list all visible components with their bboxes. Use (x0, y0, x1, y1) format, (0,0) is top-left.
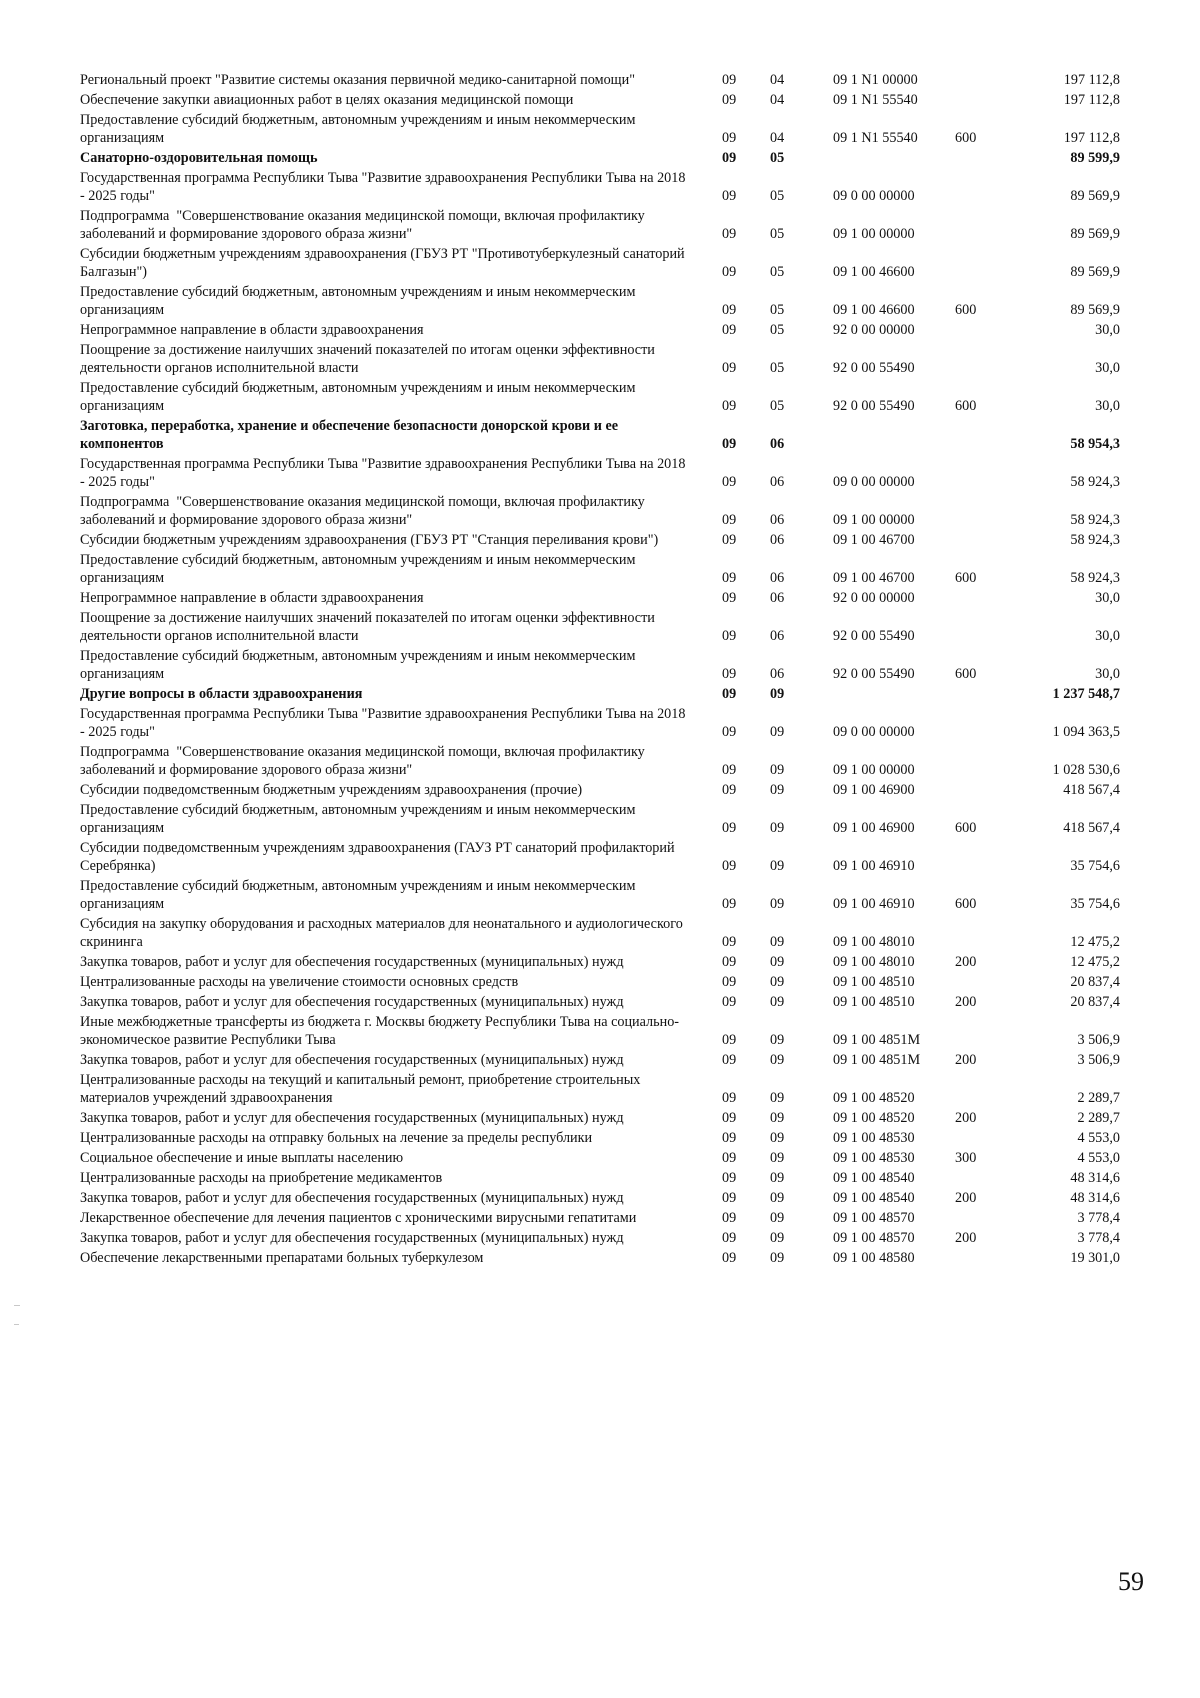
row-subsection-code: 06 (770, 628, 785, 644)
row-name: Поощрение за достижение наилучших значений показателей по итогам оценки эффективности деятельности органов исполнительной власти (80, 342, 659, 376)
table-row (80, 646, 1120, 684)
row-subsection-code: 05 (770, 226, 785, 242)
row-name: Централизованные расходы на увеличение стоимости основных средств (80, 974, 519, 990)
row-subsection-code: 09 (770, 1170, 785, 1186)
row-amount: 58 924,3 (1070, 570, 1120, 586)
row-subsection-code: 09 (770, 1032, 785, 1048)
row-subsection-code: 09 (770, 1052, 785, 1068)
row-subsection-code: 09 (770, 974, 785, 990)
row-expense-type: 300 (955, 1150, 977, 1166)
row-name: Централизованные расходы на текущий и капитальный ремонт, приобретение строительных материалов учреждений здравоохранения (80, 1072, 644, 1106)
row-name: Закупка товаров, работ и услуг для обеспечения государственных (муниципальных) нужд (80, 994, 624, 1010)
table-row (80, 1128, 1120, 1148)
row-amount: 197 112,8 (1063, 130, 1120, 146)
row-amount: 1 028 530,6 (1052, 762, 1120, 778)
row-section-code: 09 (722, 782, 737, 798)
row-subsection-code: 05 (770, 150, 785, 166)
row-expense-type: 200 (955, 1052, 977, 1068)
row-target-article: 92 0 00 55490 (833, 666, 915, 682)
row-target-article: 09 1 00 00000 (833, 762, 915, 778)
table-row (80, 838, 1120, 876)
row-section-code: 09 (722, 150, 737, 166)
row-section-code: 09 (722, 1150, 737, 1166)
row-section-code: 09 (722, 302, 737, 318)
row-subsection-code: 06 (770, 474, 785, 490)
row-amount: 3 506,9 (1077, 1032, 1120, 1048)
row-target-article: 09 1 00 48540 (833, 1190, 915, 1206)
row-name: Другие вопросы в области здравоохранения (80, 686, 363, 702)
row-section-code: 09 (722, 570, 737, 586)
row-section-code: 09 (722, 724, 737, 740)
row-subsection-code: 04 (770, 92, 785, 108)
table-row (80, 1050, 1120, 1070)
row-target-article: 09 1 00 48010 (833, 934, 915, 950)
row-name: Поощрение за достижение наилучших значений показателей по итогам оценки эффективности деятельности органов исполнительной власти (80, 610, 659, 644)
row-subsection-code: 05 (770, 360, 785, 376)
row-subsection-code: 09 (770, 1130, 785, 1146)
row-amount: 48 314,6 (1070, 1170, 1120, 1186)
row-name: Обеспечение лекарственными препаратами больных туберкулезом (80, 1250, 484, 1266)
row-target-article: 09 1 N1 00000 (833, 72, 918, 88)
row-subsection-code: 09 (770, 1190, 785, 1206)
row-name: Предоставление субсидий бюджетным, автономным учреждениям и иным некоммерческим организациям (80, 380, 640, 414)
row-section-code: 09 (722, 762, 737, 778)
row-subsection-code: 05 (770, 302, 785, 318)
table-row (80, 1148, 1120, 1168)
row-name: Санаторно-оздоровительная помощь (80, 150, 318, 166)
table-row (80, 588, 1120, 608)
row-subsection-code: 09 (770, 1210, 785, 1226)
row-section-code: 09 (722, 994, 737, 1010)
scan-speck (14, 1324, 19, 1325)
table-row (80, 206, 1120, 244)
row-section-code: 09 (722, 72, 737, 88)
row-subsection-code: 04 (770, 130, 785, 146)
row-subsection-code: 09 (770, 1230, 785, 1246)
row-amount: 30,0 (1095, 360, 1120, 376)
table-row (80, 914, 1120, 952)
row-name: Централизованные расходы на отправку больных на лечение за пределы республики (80, 1130, 593, 1146)
row-expense-type: 200 (955, 954, 977, 970)
row-name: Субсидии бюджетным учреждениям здравоохранения (ГБУЗ РТ "Противотуберкулезный санаторий Балгазын") (80, 246, 689, 280)
row-expense-type: 200 (955, 994, 977, 1010)
row-amount: 4 553,0 (1077, 1150, 1120, 1166)
row-amount: 89 569,9 (1070, 188, 1120, 204)
row-amount: 3 778,4 (1077, 1230, 1120, 1246)
row-target-article: 09 1 00 46600 (833, 302, 915, 318)
row-section-code: 09 (722, 398, 737, 414)
row-section-code: 09 (722, 858, 737, 874)
row-amount: 3 778,4 (1077, 1210, 1120, 1226)
row-amount: 1 094 363,5 (1052, 724, 1120, 740)
table-row (80, 340, 1120, 378)
row-name: Субсидия на закупку оборудования и расходных материалов для неонатального и аудиологического скрининга (80, 916, 687, 950)
row-name: Подпрограмма "Совершенствование оказания медицинской помощи, включая профилактику заболеваний и формирование здорового образа жизни" (80, 494, 649, 528)
row-section-code: 09 (722, 360, 737, 376)
row-section-code: 09 (722, 934, 737, 950)
table-row (80, 550, 1120, 588)
row-subsection-code: 06 (770, 570, 785, 586)
row-amount: 4 553,0 (1077, 1130, 1120, 1146)
row-target-article: 09 1 00 48510 (833, 994, 915, 1010)
row-name: Государственная программа Республики Тыва "Развитие здравоохранения Республики Тыва на 2018 - 2025 годы" (80, 170, 690, 204)
row-name: Обеспечение закупки авиационных работ в целях оказания медицинской помощи (80, 92, 574, 108)
row-subsection-code: 09 (770, 762, 785, 778)
table-row (80, 90, 1120, 110)
table-row (80, 704, 1120, 742)
row-name: Предоставление субсидий бюджетным, автономным учреждениям и иным некоммерческим организациям (80, 552, 640, 586)
row-name: Субсидии подведомственным бюджетным учреждениям здравоохранения (прочие) (80, 782, 583, 798)
row-amount: 20 837,4 (1070, 994, 1120, 1010)
budget-table (80, 70, 1120, 1268)
row-name: Подпрограмма "Совершенствование оказания медицинской помощи, включая профилактику заболеваний и формирование здорового образа жизни" (80, 208, 649, 242)
row-expense-type: 600 (955, 302, 977, 318)
row-amount: 418 567,4 (1063, 820, 1120, 836)
row-name: Социальное обеспечение и иные выплаты населению (80, 1150, 404, 1166)
row-amount: 30,0 (1095, 322, 1120, 338)
table-row (80, 800, 1120, 838)
page-number: 59 (1118, 1567, 1144, 1596)
row-expense-type: 600 (955, 130, 977, 146)
row-section-code: 09 (722, 130, 737, 146)
table-row (80, 1248, 1120, 1268)
row-section-code: 09 (722, 92, 737, 108)
row-target-article: 09 1 00 46600 (833, 264, 915, 280)
row-name: Заготовка, переработка, хранение и обеспечение безопасности донорской крови и ее компонентов (80, 418, 622, 452)
table-row (80, 1228, 1120, 1248)
table-row (80, 70, 1120, 90)
table-row (80, 492, 1120, 530)
row-target-article: 09 0 00 00000 (833, 474, 915, 490)
table-row (80, 742, 1120, 780)
row-amount: 19 301,0 (1070, 1250, 1120, 1266)
row-name: Иные межбюджетные трансферты из бюджета г. Москвы бюджету Республики Тыва на социально-экономическое развитие Республики Тыва (80, 1014, 680, 1048)
section-header-row (80, 148, 1120, 168)
row-subsection-code: 06 (770, 666, 785, 682)
row-amount: 48 314,6 (1070, 1190, 1120, 1206)
table-row (80, 876, 1120, 914)
row-amount: 418 567,4 (1063, 782, 1120, 798)
row-target-article: 09 1 00 4851М (833, 1032, 921, 1048)
row-subsection-code: 09 (770, 724, 785, 740)
row-amount: 20 837,4 (1070, 974, 1120, 990)
section-header-row (80, 684, 1120, 704)
row-target-article: 09 0 00 00000 (833, 724, 915, 740)
row-section-code: 09 (722, 226, 737, 242)
row-subsection-code: 09 (770, 1250, 785, 1266)
row-amount: 197 112,8 (1063, 72, 1120, 88)
table-row (80, 1108, 1120, 1128)
row-section-code: 09 (722, 1230, 737, 1246)
row-amount: 30,0 (1095, 590, 1120, 606)
row-name: Государственная программа Республики Тыва "Развитие здравоохранения Республики Тыва на 2018 - 2025 годы" (80, 706, 690, 740)
row-expense-type: 600 (955, 398, 977, 414)
row-section-code: 09 (722, 264, 737, 280)
row-subsection-code: 09 (770, 954, 785, 970)
table-row (80, 1208, 1120, 1228)
row-name: Региональный проект "Развитие системы оказания первичной медико-санитарной помощи" (80, 72, 635, 88)
row-name: Предоставление субсидий бюджетным, автономным учреждениям и иным некоммерческим организациям (80, 802, 640, 836)
row-subsection-code: 09 (770, 820, 785, 836)
row-target-article: 92 0 00 00000 (833, 322, 915, 338)
row-amount: 89 569,9 (1070, 264, 1120, 280)
row-name: Субсидии бюджетным учреждениям здравоохранения (ГБУЗ РТ "Станция переливания крови") (80, 532, 659, 548)
table-row (80, 244, 1120, 282)
row-subsection-code: 09 (770, 896, 785, 912)
row-amount: 3 506,9 (1077, 1052, 1120, 1068)
row-section-code: 09 (722, 1250, 737, 1266)
row-expense-type: 600 (955, 666, 977, 682)
row-section-code: 09 (722, 820, 737, 836)
row-section-code: 09 (722, 188, 737, 204)
table-row (80, 952, 1120, 972)
row-amount: 89 569,9 (1070, 302, 1120, 318)
row-name: Закупка товаров, работ и услуг для обеспечения государственных (муниципальных) нужд (80, 1110, 624, 1126)
row-target-article: 09 1 00 46900 (833, 820, 915, 836)
row-subsection-code: 06 (770, 532, 785, 548)
row-amount: 2 289,7 (1077, 1090, 1120, 1106)
row-target-article: 09 1 00 4851М (833, 1052, 921, 1068)
row-expense-type: 200 (955, 1110, 977, 1126)
table-row (80, 168, 1120, 206)
table-row (80, 454, 1120, 492)
row-target-article: 09 0 00 00000 (833, 188, 915, 204)
row-amount: 30,0 (1095, 628, 1120, 644)
row-target-article: 92 0 00 00000 (833, 590, 915, 606)
row-section-code: 09 (722, 590, 737, 606)
row-section-code: 09 (722, 628, 737, 644)
row-target-article: 09 1 00 48530 (833, 1130, 915, 1146)
row-target-article: 09 1 00 48520 (833, 1090, 915, 1106)
row-target-article: 09 1 00 46910 (833, 896, 915, 912)
row-name: Закупка товаров, работ и услуг для обеспечения государственных (муниципальных) нужд (80, 954, 624, 970)
row-target-article: 09 1 00 00000 (833, 226, 915, 242)
row-name: Непрограммное направление в области здравоохранения (80, 590, 424, 606)
table-row (80, 1188, 1120, 1208)
row-name: Субсидии подведомственным учреждениям здравоохранения (ГАУЗ РТ санаторий профилакторий Серебрянка) (80, 840, 679, 874)
row-target-article: 09 1 00 46900 (833, 782, 915, 798)
row-subsection-code: 05 (770, 322, 785, 338)
row-amount: 58 954,3 (1070, 436, 1120, 452)
row-subsection-code: 09 (770, 686, 785, 702)
row-section-code: 09 (722, 1052, 737, 1068)
row-amount: 58 924,3 (1070, 532, 1120, 548)
row-target-article: 09 1 00 48010 (833, 954, 915, 970)
row-target-article: 92 0 00 55490 (833, 628, 915, 644)
table-row (80, 530, 1120, 550)
table-row (80, 1012, 1120, 1050)
row-amount: 58 924,3 (1070, 474, 1120, 490)
row-section-code: 09 (722, 1032, 737, 1048)
row-amount: 12 475,2 (1070, 934, 1120, 950)
row-target-article: 92 0 00 55490 (833, 398, 915, 414)
row-section-code: 09 (722, 1130, 737, 1146)
row-section-code: 09 (722, 532, 737, 548)
row-target-article: 09 1 00 48510 (833, 974, 915, 990)
table-row (80, 972, 1120, 992)
row-section-code: 09 (722, 974, 737, 990)
row-target-article: 09 1 00 48540 (833, 1170, 915, 1186)
row-name: Централизованные расходы на приобретение медикаментов (80, 1170, 443, 1186)
scan-speck (14, 1305, 20, 1306)
row-target-article: 09 1 00 48520 (833, 1110, 915, 1126)
row-amount: 30,0 (1095, 398, 1120, 414)
row-name: Подпрограмма "Совершенствование оказания медицинской помощи, включая профилактику заболеваний и формирование здорового образа жизни" (80, 744, 649, 778)
row-amount: 30,0 (1095, 666, 1120, 682)
row-amount: 35 754,6 (1070, 858, 1120, 874)
row-name: Непрограммное направление в области здравоохранения (80, 322, 424, 338)
row-subsection-code: 05 (770, 264, 785, 280)
row-subsection-code: 05 (770, 398, 785, 414)
row-amount: 12 475,2 (1070, 954, 1120, 970)
row-amount: 2 289,7 (1077, 1110, 1120, 1126)
row-amount: 89 569,9 (1070, 226, 1120, 242)
row-subsection-code: 04 (770, 72, 785, 88)
row-amount: 58 924,3 (1070, 512, 1120, 528)
row-section-code: 09 (722, 896, 737, 912)
row-target-article: 09 1 N1 55540 (833, 92, 918, 108)
row-name: Закупка товаров, работ и услуг для обеспечения государственных (муниципальных) нужд (80, 1230, 624, 1246)
row-section-code: 09 (722, 1110, 737, 1126)
row-subsection-code: 09 (770, 1090, 785, 1106)
row-amount: 1 237 548,7 (1052, 686, 1120, 702)
row-subsection-code: 06 (770, 436, 785, 452)
row-section-code: 09 (722, 954, 737, 970)
row-target-article: 09 1 00 48570 (833, 1210, 915, 1226)
row-expense-type: 200 (955, 1230, 977, 1246)
row-section-code: 09 (722, 322, 737, 338)
table-row (80, 992, 1120, 1012)
row-amount: 89 599,9 (1070, 150, 1120, 166)
row-name: Предоставление субсидий бюджетным, автономным учреждениям и иным некоммерческим организациям (80, 878, 640, 912)
row-target-article: 09 1 00 48580 (833, 1250, 915, 1266)
row-expense-type: 200 (955, 1190, 977, 1206)
row-section-code: 09 (722, 666, 737, 682)
row-target-article: 92 0 00 55490 (833, 360, 915, 376)
row-amount: 197 112,8 (1063, 92, 1120, 108)
row-name: Предоставление субсидий бюджетным, автономным учреждениям и иным некоммерческим организациям (80, 112, 640, 146)
row-expense-type: 600 (955, 820, 977, 836)
row-name: Закупка товаров, работ и услуг для обеспечения государственных (муниципальных) нужд (80, 1190, 624, 1206)
row-section-code: 09 (722, 1190, 737, 1206)
section-header-row (80, 416, 1120, 454)
table-row (80, 1168, 1120, 1188)
row-section-code: 09 (722, 1210, 737, 1226)
row-subsection-code: 06 (770, 512, 785, 528)
row-section-code: 09 (722, 436, 737, 452)
row-subsection-code: 09 (770, 934, 785, 950)
row-section-code: 09 (722, 1090, 737, 1106)
row-name: Предоставление субсидий бюджетным, автономным учреждениям и иным некоммерческим организациям (80, 284, 640, 318)
row-target-article: 09 1 00 00000 (833, 512, 915, 528)
row-target-article: 09 1 00 48530 (833, 1150, 915, 1166)
row-expense-type: 600 (955, 570, 977, 586)
table-row (80, 378, 1120, 416)
row-expense-type: 600 (955, 896, 977, 912)
row-section-code: 09 (722, 512, 737, 528)
row-subsection-code: 09 (770, 782, 785, 798)
row-name: Лекарственное обеспечение для лечения пациентов с хроническими вирусными гепатитами (80, 1210, 637, 1226)
row-subsection-code: 09 (770, 994, 785, 1010)
table-row (80, 1070, 1120, 1108)
row-target-article: 09 1 00 48570 (833, 1230, 915, 1246)
row-target-article: 09 1 00 46700 (833, 532, 915, 548)
row-name: Предоставление субсидий бюджетным, автономным учреждениям и иным некоммерческим организациям (80, 648, 640, 682)
row-subsection-code: 09 (770, 1110, 785, 1126)
table-row (80, 608, 1120, 646)
table-row (80, 780, 1120, 800)
row-target-article: 09 1 00 46700 (833, 570, 915, 586)
row-target-article: 09 1 00 46910 (833, 858, 915, 874)
table-row (80, 110, 1120, 148)
row-subsection-code: 05 (770, 188, 785, 204)
row-section-code: 09 (722, 474, 737, 490)
row-name: Закупка товаров, работ и услуг для обеспечения государственных (муниципальных) нужд (80, 1052, 624, 1068)
row-amount: 35 754,6 (1070, 896, 1120, 912)
row-section-code: 09 (722, 1170, 737, 1186)
table-row (80, 282, 1120, 320)
row-section-code: 09 (722, 686, 737, 702)
row-name: Государственная программа Республики Тыва "Развитие здравоохранения Республики Тыва на 2018 - 2025 годы" (80, 456, 690, 490)
row-subsection-code: 09 (770, 1150, 785, 1166)
row-target-article: 09 1 N1 55540 (833, 130, 918, 146)
row-subsection-code: 09 (770, 858, 785, 874)
row-subsection-code: 06 (770, 590, 785, 606)
table-row (80, 320, 1120, 340)
